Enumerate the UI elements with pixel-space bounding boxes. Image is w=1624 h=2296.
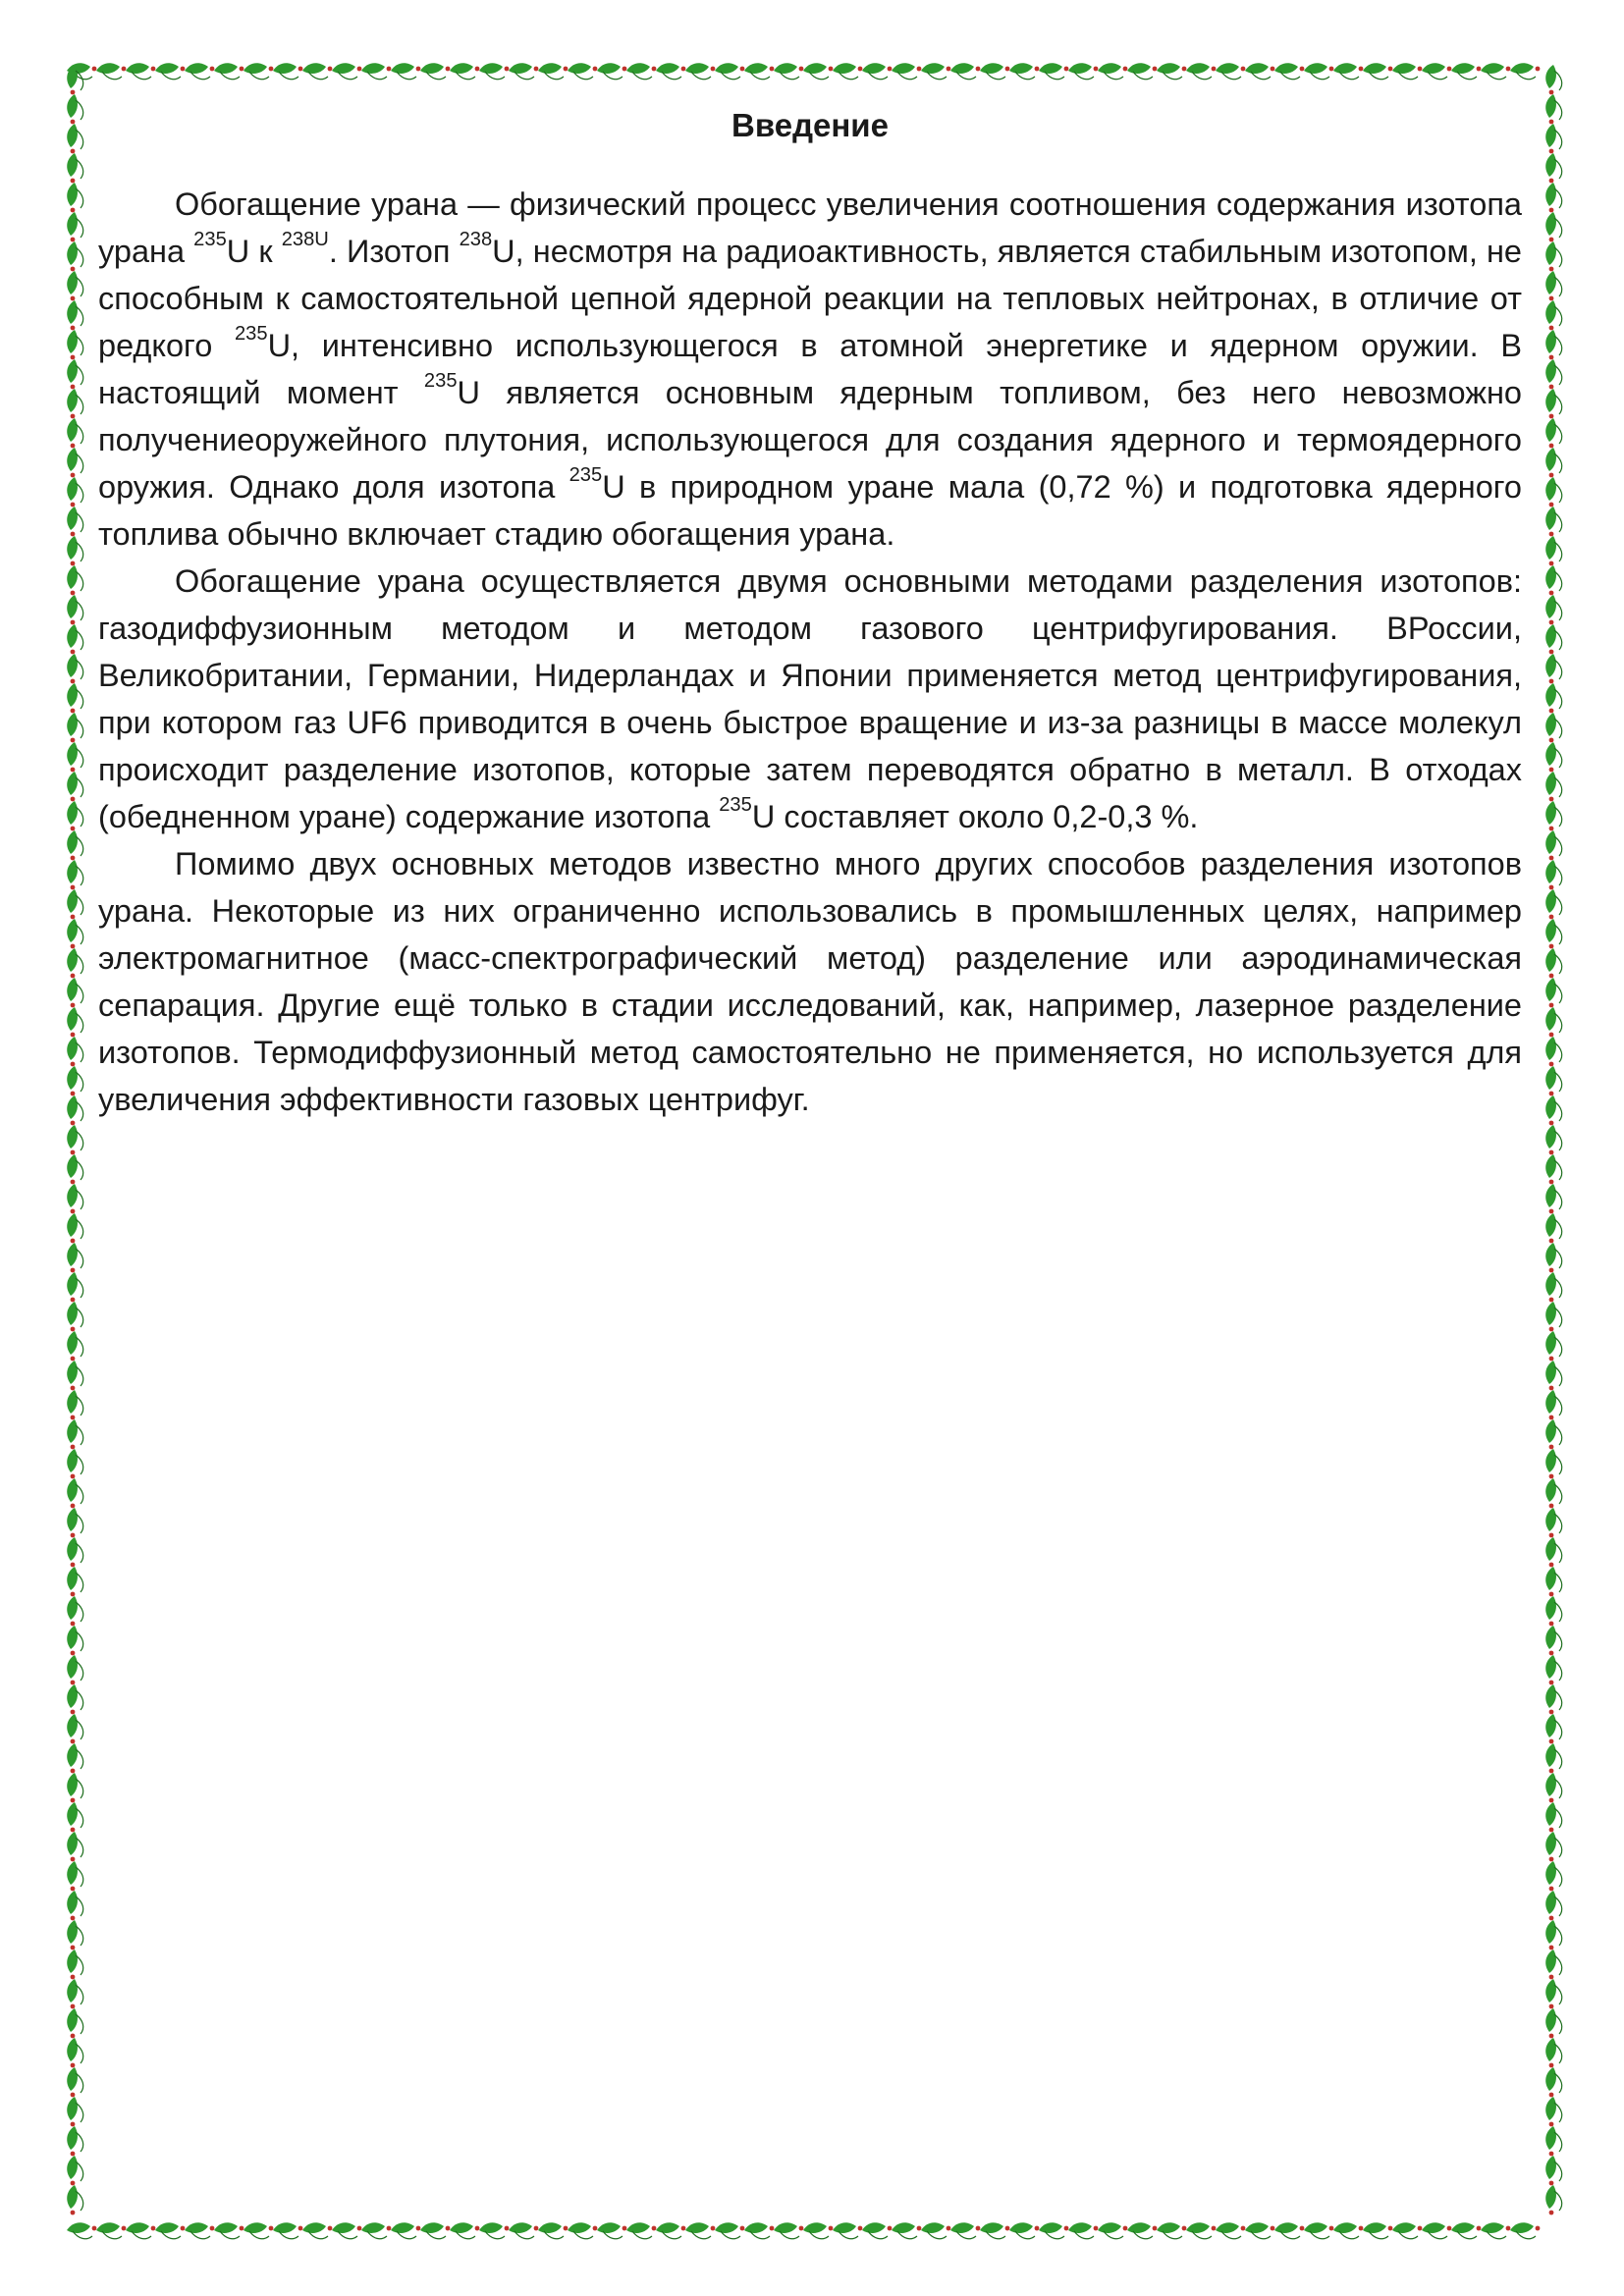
holly-sprig-icon (67, 1213, 83, 1243)
holly-sprig-icon (67, 212, 83, 241)
holly-sprig-icon (67, 1655, 83, 1684)
holly-sprig-icon (921, 63, 950, 80)
holly-sprig-icon (332, 2222, 361, 2239)
holly-sprig-icon (332, 63, 361, 80)
holly-sprig-icon (685, 2222, 715, 2239)
holly-sprig-icon (1245, 2222, 1274, 2239)
holly-sprig-icon (67, 477, 83, 507)
holly-sprig-icon (67, 241, 83, 271)
holly-sprig-icon (67, 1302, 83, 1331)
holly-sprig-icon (1545, 830, 1562, 860)
holly-sprig-icon (1545, 1655, 1562, 1684)
holly-sprig-icon (1545, 1537, 1562, 1567)
holly-sprig-icon (67, 919, 83, 948)
holly-sprig-icon (1545, 1331, 1562, 1361)
holly-sprig-icon (1127, 2222, 1157, 2239)
holly-sprig-icon (1545, 477, 1562, 507)
border-left-garland (67, 65, 83, 2215)
holly-sprig-icon (1545, 2156, 1562, 2185)
holly-sprig-icon (1216, 2222, 1245, 2239)
holly-sprig-icon (1545, 801, 1562, 830)
holly-sprig-icon (67, 742, 83, 772)
holly-sprig-icon (597, 2222, 626, 2239)
holly-sprig-icon (1068, 2222, 1098, 2239)
holly-sprig-icon (1333, 2222, 1363, 2239)
holly-sprig-icon (1545, 1007, 1562, 1037)
holly-sprig-icon (1545, 1567, 1562, 1596)
holly-sprig-icon (626, 2222, 656, 2239)
holly-sprig-icon (67, 801, 83, 830)
holly-sprig-icon (67, 271, 83, 300)
holly-sprig-icon (420, 63, 450, 80)
border-bottom-garland (67, 2222, 1540, 2239)
holly-sprig-icon (67, 1979, 83, 2008)
holly-sprig-icon (1545, 1361, 1562, 1390)
holly-sprig-icon (980, 63, 1009, 80)
heading-introduction: Введение (731, 107, 889, 143)
holly-sprig-icon (980, 2222, 1009, 2239)
holly-sprig-icon (1333, 63, 1363, 80)
holly-sprig-icon (626, 63, 656, 80)
holly-sprig-icon (1545, 742, 1562, 772)
holly-sprig-icon (1245, 63, 1274, 80)
holly-sprig-icon (1545, 536, 1562, 565)
holly-sprig-icon (244, 63, 273, 80)
holly-sprig-icon (1304, 2222, 1333, 2239)
holly-sprig-icon (67, 1832, 83, 1861)
holly-sprig-icon (1186, 63, 1216, 80)
holly-sprig-icon (1545, 153, 1562, 183)
holly-sprig-icon (67, 124, 83, 153)
holly-sprig-icon (67, 595, 83, 624)
holly-sprig-icon (1545, 183, 1562, 212)
holly-sprig-icon (67, 1037, 83, 1066)
holly-sprig-icon (67, 1802, 83, 1832)
holly-sprig-icon (126, 63, 155, 80)
holly-sprig-icon (1157, 2222, 1186, 2239)
holly-sprig-icon (67, 389, 83, 418)
holly-sprig-icon (67, 2097, 83, 2126)
holly-sprig-icon (67, 948, 83, 978)
holly-sprig-icon (420, 2222, 450, 2239)
holly-sprig-icon (67, 1007, 83, 1037)
holly-sprig-icon (1545, 1891, 1562, 1920)
paragraph-3: Помимо двух основных методов известно много других способов разделения изотопов урана. Некоторые из них ограниченно использовались в промышленных целях, например электромагнитное (масс-спектрографический метод) разделение или аэродинамическая сепарация. Другие ещё только в стадии исследований, как, например, лазерное разделение изотопов. Термодиффузионный метод самостоятельно не применяется, но используется для увеличения эффективности газовых центрифуг. (98, 846, 1522, 1117)
holly-sprig-icon (921, 2222, 950, 2239)
holly-sprig-icon (568, 2222, 597, 2239)
holly-sprig-icon (1545, 271, 1562, 300)
holly-sprig-icon (1545, 1272, 1562, 1302)
holly-sprig-icon (67, 830, 83, 860)
holly-sprig-icon (67, 2008, 83, 2038)
holly-sprig-icon (1545, 507, 1562, 536)
holly-sprig-icon (67, 448, 83, 477)
holly-sprig-icon (656, 2222, 685, 2239)
holly-sprig-icon (1039, 2222, 1068, 2239)
holly-sprig-icon (509, 63, 538, 80)
holly-sprig-icon (67, 418, 83, 448)
paragraph-2: Обогащение урана осуществляется двумя основными методами разделения изотопов: газодиффузионным методом и методом газового центрифугирования. ВРоссии, Великобритании, Германии, Нидерландах и Японии применяется метод центрифугирования, при котором газ UF6 приводится в очень быстрое вращение и из-за разницы в массе молекул происходит разделение изотопов, которые затем переводятся обратно в металл. В отходах (обедненном уране) содержание изотопа $^{235}$U составляет около 0,2-0,3 %. (98, 563, 1522, 834)
holly-sprig-icon (67, 1714, 83, 1743)
holly-sprig-icon (1545, 212, 1562, 241)
holly-sprig-icon (96, 63, 126, 80)
holly-sprig-icon (302, 2222, 332, 2239)
holly-sprig-icon (1545, 1095, 1562, 1125)
holly-sprig-icon (67, 1567, 83, 1596)
holly-sprig-icon (67, 1125, 83, 1154)
holly-sprig-icon (1545, 1037, 1562, 1066)
holly-sprig-icon (1068, 63, 1098, 80)
holly-sprig-icon (803, 2222, 833, 2239)
holly-sprig-icon (1451, 63, 1481, 80)
holly-sprig-icon (1545, 1596, 1562, 1626)
border-right-garland (1545, 65, 1562, 2215)
holly-sprig-icon (155, 2222, 185, 2239)
holly-sprig-icon (1545, 1125, 1562, 1154)
holly-sprig-icon (1545, 595, 1562, 624)
holly-sprig-icon (892, 63, 921, 80)
holly-sprig-icon (67, 1419, 83, 1449)
holly-sprig-icon (67, 1596, 83, 1626)
holly-sprig-icon (214, 63, 244, 80)
holly-sprig-icon (1545, 94, 1562, 124)
holly-sprig-icon (1545, 1773, 1562, 1802)
holly-sprig-icon (1363, 63, 1392, 80)
holly-sprig-icon (1545, 1684, 1562, 1714)
holly-sprig-icon (1274, 2222, 1304, 2239)
holly-sprig-icon (1545, 860, 1562, 889)
holly-sprig-icon (1545, 624, 1562, 654)
holly-sprig-icon (833, 63, 862, 80)
holly-sprig-icon (1545, 772, 1562, 801)
holly-sprig-icon (67, 300, 83, 330)
holly-sprig-icon (1545, 1508, 1562, 1537)
holly-sprig-icon (391, 63, 420, 80)
holly-sprig-icon (1545, 1478, 1562, 1508)
holly-sprig-icon (1422, 63, 1451, 80)
holly-sprig-icon (67, 330, 83, 359)
holly-sprig-icon (1545, 654, 1562, 683)
holly-sprig-icon (479, 63, 509, 80)
holly-sprig-icon (1545, 889, 1562, 919)
holly-sprig-icon (67, 1891, 83, 1920)
holly-sprig-icon (67, 978, 83, 1007)
holly-sprig-icon (67, 654, 83, 683)
holly-sprig-icon (126, 2222, 155, 2239)
holly-sprig-icon (302, 63, 332, 80)
holly-sprig-icon (479, 2222, 509, 2239)
holly-sprig-icon (950, 63, 980, 80)
holly-sprig-icon (1545, 2126, 1562, 2156)
holly-sprig-icon (1545, 1184, 1562, 1213)
holly-sprig-icon (1274, 63, 1304, 80)
holly-sprig-icon (67, 1361, 83, 1390)
holly-sprig-icon (538, 2222, 568, 2239)
holly-sprig-icon (155, 63, 185, 80)
holly-sprig-icon (597, 63, 626, 80)
holly-sprig-icon (67, 1920, 83, 1949)
holly-sprig-icon (568, 63, 597, 80)
holly-sprig-icon (67, 1390, 83, 1419)
holly-sprig-icon (67, 1861, 83, 1891)
holly-sprig-icon (1545, 124, 1562, 153)
holly-sprig-icon (67, 1449, 83, 1478)
holly-sprig-icon (185, 2222, 214, 2239)
holly-sprig-icon (1545, 1861, 1562, 1891)
holly-sprig-icon (1545, 2185, 1562, 2215)
holly-sprig-icon (67, 772, 83, 801)
holly-sprig-icon (538, 63, 568, 80)
holly-sprig-icon (67, 1743, 83, 1773)
holly-sprig-icon (67, 1184, 83, 1213)
holly-sprig-icon (509, 2222, 538, 2239)
holly-sprig-icon (1545, 1949, 1562, 1979)
holly-sprig-icon (67, 1331, 83, 1361)
holly-sprig-icon (1157, 63, 1186, 80)
holly-sprig-icon (1545, 2038, 1562, 2067)
paragraph-1: Обогащение урана — физический процесс увеличения соотношения содержания изотопа урана $^{235}$U к $^{238U}$. Изотоп $^{238}$U, несмотря на радиоактивность, является стабильным изотопом, не способным к самостоятельной цепной ядерной реакции на тепловых нейтронах, в отличие от редкого $^{235}$U, интенсивно использующегося в атомной энергетике и ядерном оружии. В настоящий момент $^{235}$U является основным ядерным топливом, без него невозможно получениеоружейного плутония, использующегося для создания ядерного и термоядерного оружия. Однако доля изотопа $^{235}$U в природном уране мала (0,72 %) и подготовка ядерного топлива обычно включает стадию обогащения урана. (98, 187, 1523, 552)
holly-sprig-icon (67, 1154, 83, 1184)
holly-sprig-icon (67, 507, 83, 536)
holly-sprig-icon (1545, 1066, 1562, 1095)
holly-sprig-icon (67, 683, 83, 713)
holly-sprig-icon (1545, 241, 1562, 271)
holly-sprig-icon (67, 1684, 83, 1714)
holly-sprig-icon (67, 2185, 83, 2215)
holly-sprig-icon (67, 2067, 83, 2097)
holly-sprig-icon (1545, 683, 1562, 713)
holly-sprig-icon (774, 63, 803, 80)
holly-sprig-icon (744, 2222, 774, 2239)
holly-sprig-icon (1545, 565, 1562, 595)
holly-sprig-icon (1545, 1626, 1562, 1655)
holly-sprig-icon (1545, 1920, 1562, 1949)
holly-sprig-icon (1510, 63, 1540, 80)
holly-sprig-icon (1451, 2222, 1481, 2239)
holly-sprig-icon (67, 565, 83, 595)
holly-sprig-icon (1545, 330, 1562, 359)
holly-sprig-icon (67, 94, 83, 124)
holly-sprig-icon (1545, 2067, 1562, 2097)
holly-sprig-icon (450, 63, 479, 80)
holly-sprig-icon (67, 2156, 83, 2185)
holly-sprig-icon (1545, 1449, 1562, 1478)
holly-sprig-icon (185, 63, 214, 80)
holly-sprig-icon (67, 713, 83, 742)
holly-sprig-icon (803, 63, 833, 80)
document-body (98, 96, 1522, 1123)
holly-sprig-icon (1098, 63, 1127, 80)
holly-sprig-icon (1545, 713, 1562, 742)
holly-sprig-icon (67, 536, 83, 565)
holly-sprig-icon (1216, 63, 1245, 80)
holly-sprig-icon (1545, 1154, 1562, 1184)
holly-sprig-icon (1545, 948, 1562, 978)
holly-sprig-icon (1545, 359, 1562, 389)
holly-sprig-icon (1545, 2008, 1562, 2038)
holly-sprig-icon (862, 63, 892, 80)
holly-sprig-icon (1545, 1243, 1562, 1272)
holly-sprig-icon (892, 2222, 921, 2239)
holly-sprig-icon (1545, 978, 1562, 1007)
holly-sprig-icon (67, 1626, 83, 1655)
holly-sprig-icon (67, 860, 83, 889)
holly-sprig-icon (391, 2222, 420, 2239)
holly-sprig-icon (67, 183, 83, 212)
holly-sprig-icon (1545, 1419, 1562, 1449)
holly-sprig-icon (67, 1272, 83, 1302)
holly-sprig-icon (1422, 2222, 1451, 2239)
holly-sprig-icon (1545, 1714, 1562, 1743)
holly-sprig-icon (1392, 63, 1422, 80)
holly-sprig-icon (67, 1508, 83, 1537)
holly-sprig-icon (1186, 2222, 1216, 2239)
holly-sprig-icon (67, 1478, 83, 1508)
holly-sprig-icon (862, 2222, 892, 2239)
holly-sprig-icon (273, 2222, 302, 2239)
holly-sprig-icon (273, 63, 302, 80)
holly-sprig-icon (67, 359, 83, 389)
holly-sprig-icon (1545, 1213, 1562, 1243)
holly-sprig-icon (1545, 1979, 1562, 2008)
holly-sprig-icon (1545, 300, 1562, 330)
holly-sprig-icon (67, 624, 83, 654)
holly-sprig-icon (244, 2222, 273, 2239)
holly-sprig-icon (1545, 1302, 1562, 1331)
holly-sprig-icon (361, 2222, 391, 2239)
holly-sprig-icon (1098, 2222, 1127, 2239)
holly-sprig-icon (1039, 63, 1068, 80)
border-top-garland (67, 63, 1540, 80)
holly-sprig-icon (1545, 919, 1562, 948)
holly-sprig-icon (685, 63, 715, 80)
holly-sprig-icon (1304, 63, 1333, 80)
holly-sprig-icon (1481, 2222, 1510, 2239)
holly-sprig-icon (1009, 2222, 1039, 2239)
holly-sprig-icon (1545, 1802, 1562, 1832)
holly-sprig-icon (67, 2222, 96, 2239)
holly-sprig-icon (1009, 63, 1039, 80)
holly-sprig-icon (96, 2222, 126, 2239)
holly-sprig-icon (656, 63, 685, 80)
holly-sprig-icon (1510, 2222, 1540, 2239)
holly-sprig-icon (67, 889, 83, 919)
holly-sprig-icon (67, 153, 83, 183)
holly-sprig-icon (1545, 448, 1562, 477)
holly-sprig-icon (1545, 1743, 1562, 1773)
holly-sprig-icon (1392, 2222, 1422, 2239)
holly-sprig-icon (67, 2038, 83, 2067)
holly-sprig-icon (1545, 389, 1562, 418)
holly-sprig-icon (1127, 63, 1157, 80)
holly-sprig-icon (715, 63, 744, 80)
holly-sprig-icon (1545, 1832, 1562, 1861)
holly-sprig-icon (1545, 418, 1562, 448)
holly-sprig-icon (67, 1949, 83, 1979)
holly-sprig-icon (744, 63, 774, 80)
holly-sprig-icon (214, 2222, 244, 2239)
holly-sprig-icon (715, 2222, 744, 2239)
holly-sprig-icon (1545, 2097, 1562, 2126)
holly-sprig-icon (774, 2222, 803, 2239)
holly-sprig-icon (361, 63, 391, 80)
holly-sprig-icon (67, 1243, 83, 1272)
holly-sprig-icon (67, 1066, 83, 1095)
holly-sprig-icon (950, 2222, 980, 2239)
holly-sprig-icon (1363, 2222, 1392, 2239)
holly-sprig-icon (67, 1773, 83, 1802)
holly-sprig-icon (1481, 63, 1510, 80)
holly-sprig-icon (67, 1537, 83, 1567)
holly-sprig-icon (833, 2222, 862, 2239)
holly-sprig-icon (450, 2222, 479, 2239)
holly-sprig-icon (67, 1095, 83, 1125)
holly-sprig-icon (1545, 65, 1562, 94)
holly-sprig-icon (67, 2126, 83, 2156)
holly-sprig-icon (1545, 1390, 1562, 1419)
